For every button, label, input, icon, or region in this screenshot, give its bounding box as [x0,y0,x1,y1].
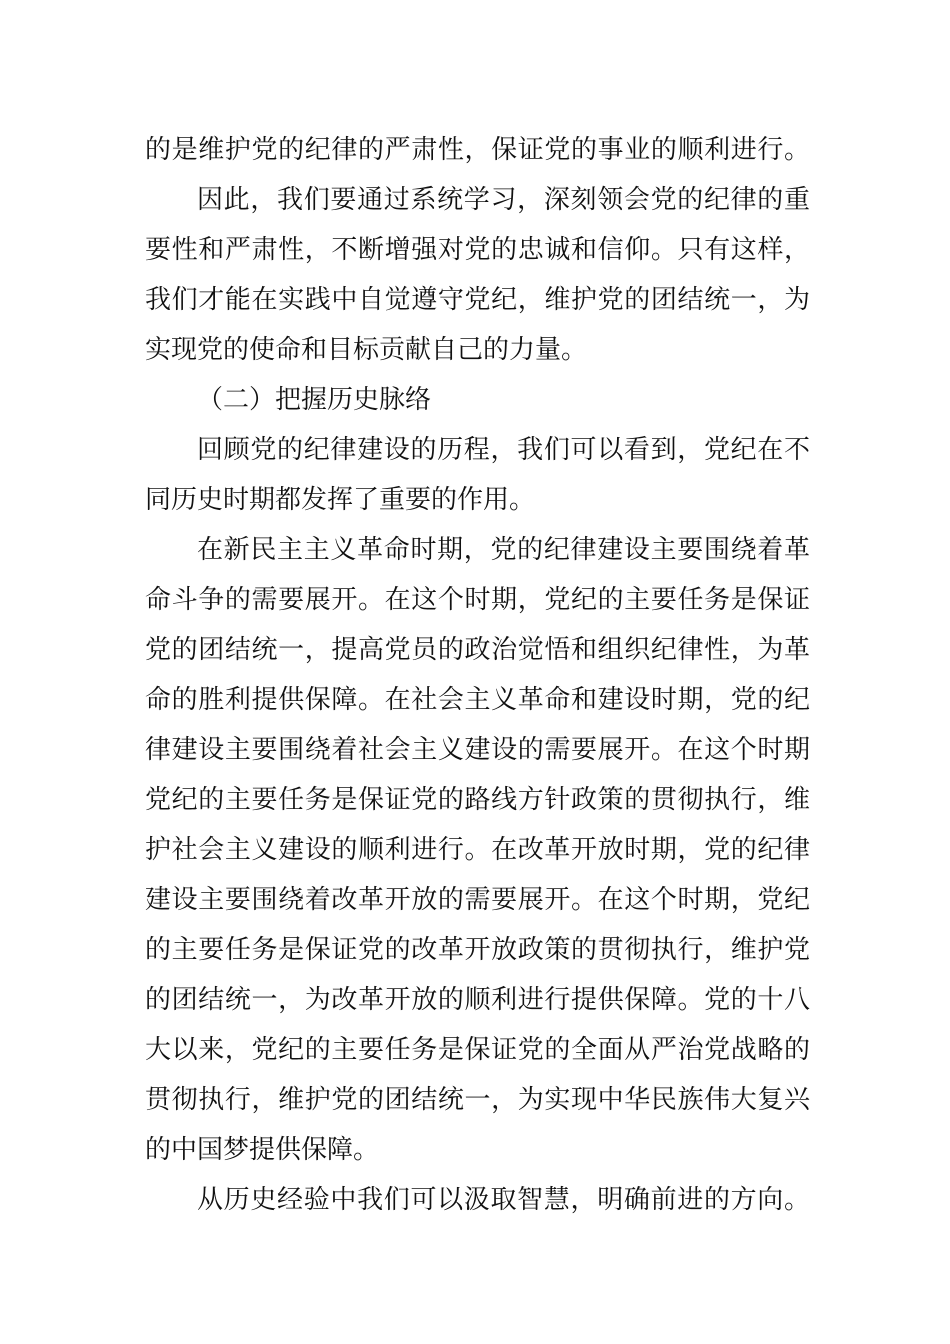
paragraph-line: 要性和严肃性，不断增强对党的忠诚和信仰。只有这样， [145,235,810,265]
paragraph-line: 从历史经验中我们可以汲取智慧，明确前进的方向。 [197,1185,810,1215]
paragraph-line: 因此，我们要通过系统学习，深刻领会党的纪律的重 [197,185,810,215]
section-heading: （二）把握历史脉络 [197,385,432,415]
paragraph-line: 在新民主主义革命时期，党的纪律建设主要围绕着革 [197,535,810,565]
paragraph-line: 同历史时期都发挥了重要的作用。 [145,485,536,515]
paragraph-line: 的是维护党的纪律的严肃性，保证党的事业的顺利进行。 [145,135,810,165]
paragraph-line: 大以来，党纪的主要任务是保证党的全面从严治党战略的 [145,1035,810,1065]
paragraph-line: 的主要任务是保证党的改革开放政策的贯彻执行，维护党 [145,935,810,965]
paragraph-line: 党的团结统一，提高党员的政治觉悟和组织纪律性，为革 [145,635,810,665]
paragraph-line: 律建设主要围绕着社会主义建设的需要展开。在这个时期 [145,735,810,765]
paragraph-line: 护社会主义建设的顺利进行。在改革开放时期，党的纪律 [145,835,810,865]
paragraph-line: 回顾党的纪律建设的历程，我们可以看到，党纪在不 [197,435,810,465]
paragraph-line: 实现党的使命和目标贡献自己的力量。 [145,335,588,365]
paragraph-line: 建设主要围绕着改革开放的需要展开。在这个时期，党纪 [145,885,810,915]
paragraph-line: 命斗争的需要展开。在这个时期，党纪的主要任务是保证 [145,585,810,615]
paragraph-line: 命的胜利提供保障。在社会主义革命和建设时期，党的纪 [145,685,810,715]
paragraph-line: 我们才能在实践中自觉遵守党纪，维护党的团结统一，为 [145,285,810,315]
paragraph-line: 贯彻执行，维护党的团结统一，为实现中华民族伟大复兴 [145,1085,810,1115]
paragraph-line: 党纪的主要任务是保证党的路线方针政策的贯彻执行，维 [145,785,810,815]
paragraph-line: 的中国梦提供保障。 [145,1135,380,1165]
paragraph-line: 的团结统一，为改革开放的顺利进行提供保障。党的十八 [145,985,810,1015]
